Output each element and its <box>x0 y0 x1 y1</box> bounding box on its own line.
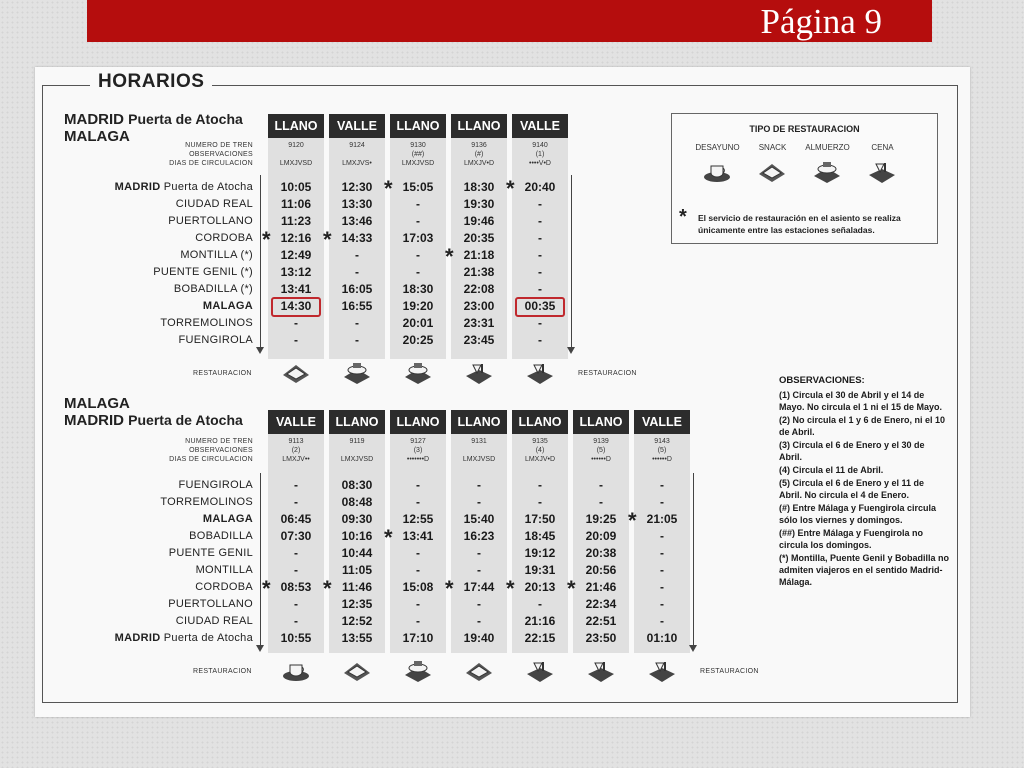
station-label: MALAGA <box>202 300 253 312</box>
station-label: TORREMOLINOS <box>160 496 253 508</box>
train-number: 9130 <box>410 142 426 149</box>
departure-time: - <box>416 214 420 228</box>
departure-time: - <box>660 546 664 560</box>
departure-time: 11:23 <box>280 214 312 228</box>
departure-time: 22:34 <box>585 597 617 611</box>
departure-time: 12:49 <box>280 248 312 262</box>
train-type-header: LLANO <box>268 114 324 138</box>
departure-time: - <box>416 265 420 279</box>
cena-icon <box>525 659 555 683</box>
station-label: PUERTOLLANO <box>168 598 253 610</box>
almuerzo-icon <box>342 361 372 385</box>
observacion-item: (2) No circula el 1 y 6 de Enero, ni el 10 de Abril. <box>779 415 946 437</box>
departure-time: 17:10 <box>402 631 434 645</box>
departure-time: 23:45 <box>463 333 495 347</box>
train-days: ••••••D <box>591 456 611 463</box>
station-name <box>75 528 253 545</box>
departure-time: - <box>416 478 420 492</box>
departure-time: 17:44 <box>463 580 495 594</box>
train-number: 9124 <box>349 142 365 149</box>
departure-time: 00:35 <box>524 299 556 313</box>
train-observation: (5) <box>657 447 667 454</box>
train-type-header: VALLE <box>329 114 385 138</box>
asterisk-icon: * <box>679 206 687 228</box>
train-observation: (##) <box>411 151 425 158</box>
departure-time: - <box>416 614 420 628</box>
train-observation: (5) <box>596 447 606 454</box>
meta-label: OBSERVACIONES <box>189 447 253 454</box>
train-number: 9119 <box>349 438 365 445</box>
departure-time: 20:13 <box>524 580 556 594</box>
asterisk-icon: * <box>323 227 332 252</box>
train-number: 9135 <box>532 438 548 445</box>
departure-time: 10:05 <box>280 180 312 194</box>
almuerzo-icon <box>403 361 433 385</box>
asterisk-icon: * <box>506 176 515 201</box>
frame-left <box>42 85 43 702</box>
frame-bottom <box>42 702 958 703</box>
meta-label: OBSERVACIONES <box>189 151 253 158</box>
train-number: 9140 <box>532 142 548 149</box>
train-days: LMXJV•• <box>282 456 310 463</box>
legend-type-label: DESAYUNO <box>695 143 740 152</box>
train-type-header: LLANO <box>451 114 507 138</box>
asterisk-icon: * <box>262 576 271 601</box>
bottom-route-title <box>64 395 243 429</box>
station-name <box>75 630 253 647</box>
departure-time: - <box>599 478 603 492</box>
departure-time: - <box>660 529 664 543</box>
train-observation: (1) <box>535 151 545 158</box>
station-label: CORDOBA <box>195 581 253 593</box>
departure-time: - <box>538 248 542 262</box>
highlight-box <box>271 297 321 317</box>
cena-icon <box>464 361 494 385</box>
departure-time: 08:48 <box>341 495 373 509</box>
timetable-sheet <box>35 67 970 717</box>
departure-time: - <box>355 333 359 347</box>
departure-time: - <box>538 282 542 296</box>
train-number: 9131 <box>471 438 487 445</box>
departure-time: - <box>538 495 542 509</box>
observacion-item: (##) Entre Málaga y Fuengirola no circula los domingos. <box>779 528 924 550</box>
legend-title: TIPO DE RESTAURACION <box>749 124 860 134</box>
station-name <box>75 298 253 315</box>
restauracion-label: RESTAURACION <box>193 370 252 377</box>
train-number: 9113 <box>288 438 304 445</box>
departure-time: - <box>538 316 542 330</box>
departure-time: - <box>416 248 420 262</box>
departure-time: 11:46 <box>341 580 373 594</box>
page-banner <box>87 0 932 42</box>
desayuno-icon <box>281 659 311 683</box>
arrow-head-icon <box>256 645 264 652</box>
departure-time: - <box>294 614 298 628</box>
departure-time: 22:15 <box>524 631 556 645</box>
departure-time: 16:23 <box>463 529 495 543</box>
departure-time: 07:30 <box>280 529 312 543</box>
departure-time: 10:44 <box>341 546 373 560</box>
train-days: •••••••D <box>406 456 430 463</box>
train-observation: (3) <box>413 447 423 454</box>
departure-time: - <box>294 316 298 330</box>
cena-icon <box>586 659 616 683</box>
train-type-header: LLANO <box>512 410 568 434</box>
station-label: BOBADILLA (*) <box>173 283 253 295</box>
restauracion-label: RESTAURACION <box>700 668 759 675</box>
station-name <box>75 579 253 596</box>
snack-icon <box>757 160 787 184</box>
departure-time: - <box>538 197 542 211</box>
station-name <box>75 315 253 332</box>
desayuno-icon <box>702 160 732 184</box>
station-label: TORREMOLINOS <box>160 317 253 329</box>
train-type-header: LLANO <box>390 114 446 138</box>
station-label: MALAGA <box>202 513 253 525</box>
sheet-title: HORARIOS <box>90 71 212 93</box>
departure-time: 17:03 <box>402 231 434 245</box>
station-label: FUENGIROLA <box>178 479 253 491</box>
arrow-head-icon <box>689 645 697 652</box>
departure-time: 20:56 <box>585 563 617 577</box>
meta-label: NUMERO DE TREN <box>185 438 253 445</box>
almuerzo-icon <box>403 659 433 683</box>
station-name <box>75 545 253 562</box>
asterisk-icon: * <box>384 525 393 550</box>
asterisk-icon: * <box>445 576 454 601</box>
station-sublabel: Puerta de Atocha <box>163 632 253 644</box>
arrow-head-icon <box>567 347 575 354</box>
train-days: LMXJV•D <box>524 456 556 463</box>
departure-time: - <box>294 333 298 347</box>
station-label: CIUDAD REAL <box>175 615 253 627</box>
observacion-item: (5) Circula el 6 de Enero y el 11 de Abril. No circula el 4 de Enero. <box>779 478 925 500</box>
asterisk-icon: * <box>384 176 393 201</box>
departure-time: 12:16 <box>280 231 312 245</box>
observacion-item: (1) Circula el 30 de Abril y el 14 de Mayo. No circula el 1 ni el 15 de Mayo. <box>779 390 943 412</box>
departure-time: - <box>477 495 481 509</box>
station-label: MONTILLA (*) <box>180 249 253 261</box>
asterisk-icon: * <box>323 576 332 601</box>
direction-arrow <box>260 175 261 347</box>
observaciones-title: OBSERVACIONES: <box>779 375 865 386</box>
departure-time: - <box>660 563 664 577</box>
asterisk-icon: * <box>262 227 271 252</box>
train-days: LMXJVSD <box>279 160 313 167</box>
station-label: CORDOBA <box>195 232 253 244</box>
departure-time: 20:25 <box>402 333 434 347</box>
departure-time: - <box>538 265 542 279</box>
train-type-header: LLANO <box>390 410 446 434</box>
departure-time: - <box>477 597 481 611</box>
train-type-header: VALLE <box>268 410 324 434</box>
departure-time: 21:46 <box>585 580 617 594</box>
departure-time: - <box>477 563 481 577</box>
observacion-item: (#) Entre Málaga y Fuengirola circula sólo los viernes y domingos. <box>779 503 937 525</box>
train-days: LMXJVSD <box>462 456 496 463</box>
departure-time: - <box>538 214 542 228</box>
departure-time: 15:05 <box>402 180 434 194</box>
departure-time: 21:16 <box>524 614 556 628</box>
train-days: LMXJVSD <box>401 160 435 167</box>
bottom-route-to: MADRID <box>64 412 124 429</box>
train-number: 9136 <box>471 142 487 149</box>
legend-note: El servicio de restauración en el asiento se realiza únicamente entre las estaciones señaladas. <box>698 213 901 235</box>
legend-type-label: SNACK <box>758 143 787 152</box>
observacion-item: (3) Circula el 6 de Enero y el 30 de Abril. <box>779 440 925 462</box>
station-label: FUENGIROLA <box>178 334 253 346</box>
departure-time: 12:52 <box>341 614 373 628</box>
departure-time: 20:40 <box>524 180 556 194</box>
meta-label: NUMERO DE TREN <box>185 142 253 149</box>
departure-time: - <box>477 614 481 628</box>
top-route-title <box>64 111 243 145</box>
station-name <box>75 332 253 349</box>
departure-time: 23:31 <box>463 316 495 330</box>
train-type-header: VALLE <box>512 114 568 138</box>
departure-time: 19:20 <box>402 299 434 313</box>
direction-arrow <box>260 473 261 645</box>
legend-type-label: ALMUERZO <box>805 143 850 152</box>
departure-time: 21:18 <box>463 248 495 262</box>
departure-time: 20:35 <box>463 231 495 245</box>
departure-time: - <box>660 597 664 611</box>
departure-time: - <box>660 495 664 509</box>
departure-time: 19:46 <box>463 214 495 228</box>
departure-time: 13:41 <box>402 529 434 543</box>
station-name <box>75 511 253 528</box>
departure-time: - <box>538 333 542 347</box>
departure-time: 12:35 <box>341 597 373 611</box>
departure-time: - <box>294 563 298 577</box>
snack-icon <box>342 659 372 683</box>
departure-time: 19:12 <box>524 546 556 560</box>
departure-time: - <box>660 580 664 594</box>
departure-time: - <box>660 478 664 492</box>
departure-time: 08:30 <box>341 478 373 492</box>
departure-time: 14:33 <box>341 231 373 245</box>
train-days: LMXJVSD <box>340 456 374 463</box>
departure-time: - <box>294 546 298 560</box>
observaciones <box>779 375 949 589</box>
station-name <box>75 613 253 630</box>
train-number: 9143 <box>654 438 670 445</box>
departure-time: 22:08 <box>463 282 495 296</box>
station-sublabel: Puerta de Atocha <box>163 181 253 193</box>
train-type-header: LLANO <box>573 410 629 434</box>
departure-time: 10:55 <box>280 631 312 645</box>
departure-time: 19:31 <box>524 563 556 577</box>
departure-time: 23:50 <box>585 631 617 645</box>
train-observation: (2) <box>291 447 301 454</box>
meta-label: DIAS DE CIRCULACION <box>169 456 253 463</box>
bottom-route-to-sub: Puerta de Atocha <box>128 412 243 428</box>
departure-time: - <box>355 265 359 279</box>
train-days: ••••V•D <box>529 160 551 167</box>
departure-time: 13:12 <box>280 265 312 279</box>
departure-time: - <box>416 197 420 211</box>
cena-icon <box>525 361 555 385</box>
restauracion-legend <box>671 113 938 244</box>
departure-time: 06:45 <box>280 512 312 526</box>
departure-time: 13:41 <box>280 282 312 296</box>
departure-time: - <box>416 495 420 509</box>
station-label: PUENTE GENIL (*) <box>153 266 253 278</box>
departure-time: 23:00 <box>463 299 495 313</box>
station-label: BOBADILLA <box>189 530 253 542</box>
departure-time: 10:16 <box>341 529 373 543</box>
direction-arrow <box>693 473 694 645</box>
station-name <box>75 281 253 298</box>
highlight-box <box>515 297 565 317</box>
direction-arrow <box>571 175 572 347</box>
departure-time: 17:50 <box>524 512 556 526</box>
departure-time: 11:06 <box>280 197 312 211</box>
departure-time: 12:55 <box>402 512 434 526</box>
departure-time: - <box>599 495 603 509</box>
train-days: ••••••D <box>652 456 672 463</box>
departure-time: 13:55 <box>341 631 373 645</box>
departure-time: - <box>416 563 420 577</box>
departure-time: 21:05 <box>646 512 678 526</box>
departure-time: - <box>416 597 420 611</box>
departure-time: - <box>416 546 420 560</box>
train-type-header: LLANO <box>329 410 385 434</box>
departure-time: 11:05 <box>341 563 373 577</box>
station-name <box>75 196 253 213</box>
departure-time: - <box>355 248 359 262</box>
station-name <box>75 247 253 264</box>
restauracion-label: RESTAURACION <box>578 370 637 377</box>
legend-type-label: CENA <box>871 143 894 152</box>
station-name <box>75 230 253 247</box>
departure-time: 01:10 <box>646 631 678 645</box>
train-days: LMXJVS• <box>342 160 372 167</box>
departure-time: 18:30 <box>402 282 434 296</box>
departure-time: - <box>660 614 664 628</box>
page-title: Página 9 <box>760 2 882 41</box>
cena-icon <box>867 160 897 184</box>
train-observation: (#) <box>474 151 484 158</box>
snack-icon <box>281 361 311 385</box>
departure-time: 15:40 <box>463 512 495 526</box>
departure-time: - <box>538 478 542 492</box>
frame-right <box>957 85 958 702</box>
departure-time: 20:38 <box>585 546 617 560</box>
asterisk-icon: * <box>506 576 515 601</box>
departure-time: - <box>294 597 298 611</box>
departure-time: - <box>538 597 542 611</box>
departure-time: 13:30 <box>341 197 373 211</box>
arrow-head-icon <box>256 347 264 354</box>
departure-time: 22:51 <box>585 614 617 628</box>
train-number: 9127 <box>410 438 426 445</box>
departure-time: 14:30 <box>280 299 312 313</box>
station-label: MONTILLA <box>195 564 253 576</box>
departure-time: 16:05 <box>341 282 373 296</box>
departure-time: 16:55 <box>341 299 373 313</box>
almuerzo-icon <box>812 160 842 184</box>
observacion-item: (*) Montilla, Puente Genil y Bobadilla no admiten viajeros en el sentido Madrid-Málaga. <box>779 553 950 587</box>
departure-time: 15:08 <box>402 580 434 594</box>
station-label: MADRID <box>114 632 161 644</box>
departure-time: 20:09 <box>585 529 617 543</box>
departure-time: 09:30 <box>341 512 373 526</box>
departure-time: - <box>477 546 481 560</box>
departure-time: 18:30 <box>463 180 495 194</box>
cena-icon <box>647 659 677 683</box>
departure-time: 19:40 <box>463 631 495 645</box>
train-type-header: LLANO <box>451 410 507 434</box>
snack-icon <box>464 659 494 683</box>
departure-time: 19:30 <box>463 197 495 211</box>
departure-time: - <box>294 478 298 492</box>
observacion-item: (4) Circula el 11 de Abril. <box>779 465 884 475</box>
top-route-from: MADRID <box>64 111 124 128</box>
meta-label: DIAS DE CIRCULACION <box>169 160 253 167</box>
train-observation: (4) <box>535 447 545 454</box>
station-name <box>75 477 253 494</box>
station-name <box>75 264 253 281</box>
station-label: PUERTOLLANO <box>168 215 253 227</box>
departure-time: - <box>294 495 298 509</box>
station-name <box>75 494 253 511</box>
bottom-route-from: MALAGA <box>64 395 130 412</box>
train-number: 9139 <box>593 438 609 445</box>
departure-time: - <box>477 478 481 492</box>
departure-time: 20:01 <box>402 316 434 330</box>
departure-time: 18:45 <box>524 529 556 543</box>
top-route-from-sub: Puerta de Atocha <box>128 111 243 127</box>
station-name <box>75 562 253 579</box>
train-type-header: VALLE <box>634 410 690 434</box>
departure-time: - <box>538 231 542 245</box>
departure-time: 21:38 <box>463 265 495 279</box>
restauracion-label: RESTAURACION <box>193 668 252 675</box>
asterisk-icon: * <box>628 508 637 533</box>
station-label: PUENTE GENIL <box>168 547 253 559</box>
top-route-to: MALAGA <box>64 128 130 145</box>
station-label: CIUDAD REAL <box>175 198 253 210</box>
departure-time: 13:46 <box>341 214 373 228</box>
station-name <box>75 179 253 196</box>
departure-time: 19:25 <box>585 512 617 526</box>
station-name <box>75 213 253 230</box>
asterisk-icon: * <box>445 244 454 269</box>
departure-time: 12:30 <box>341 180 373 194</box>
train-number: 9120 <box>288 142 304 149</box>
train-days: LMXJV•D <box>463 160 495 167</box>
asterisk-icon: * <box>567 576 576 601</box>
station-label: MADRID <box>114 181 161 193</box>
departure-time: - <box>355 316 359 330</box>
station-name <box>75 596 253 613</box>
departure-time: 08:53 <box>280 580 312 594</box>
